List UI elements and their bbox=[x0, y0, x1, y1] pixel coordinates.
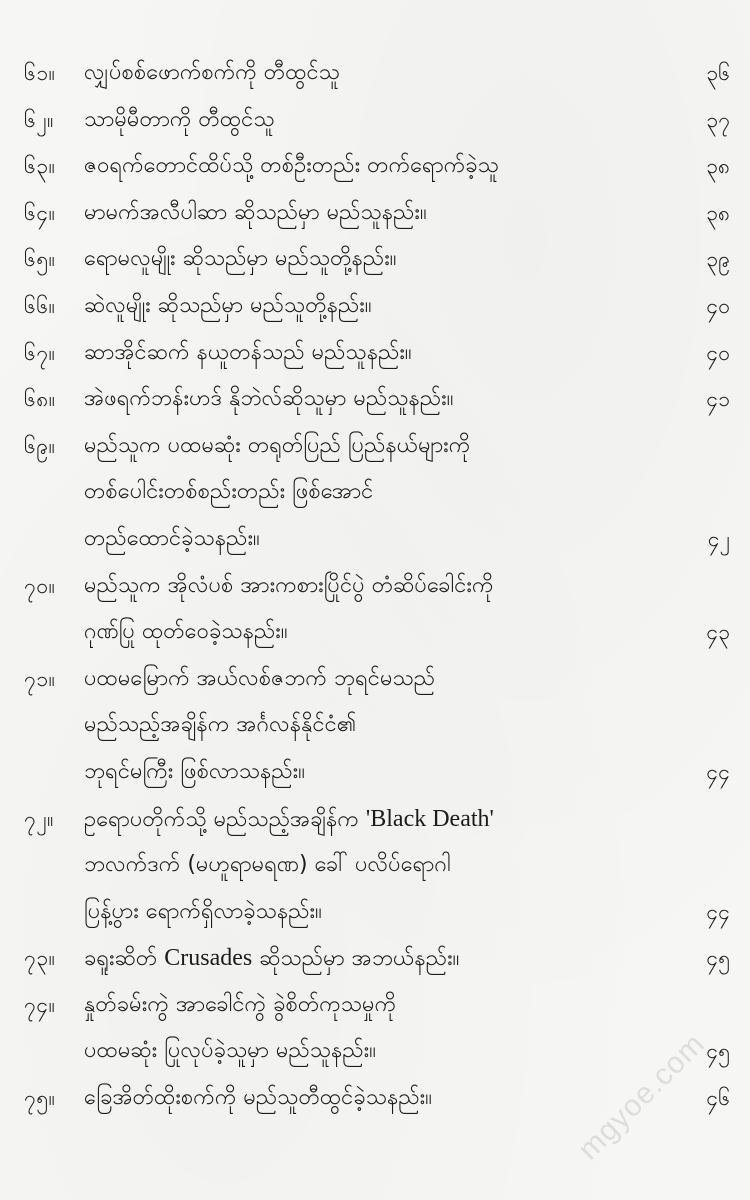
toc-entry bbox=[0, 283, 750, 330]
toc-entry-line bbox=[0, 50, 750, 97]
entry-title: ဆဲလူမျိုး ဆိုသည်မှာ မည်သူတို့နည်း။ bbox=[84, 292, 372, 318]
toc-entry bbox=[0, 796, 750, 936]
toc-entry-line bbox=[0, 376, 750, 423]
page-number: ၄၄ bbox=[706, 759, 730, 784]
entry-title: မည်သည့်အချိန်က အင်္ဂလန်နိုင်ငံ၏ bbox=[84, 712, 357, 738]
toc-entry bbox=[0, 330, 750, 377]
page-number: ၄၁ bbox=[706, 387, 730, 412]
toc-entry bbox=[0, 50, 750, 97]
entry-title: နှုတ်ခမ်းကွဲ အာခေါင်ကွဲ ခွဲစိတ်ကုသမှုကို bbox=[84, 991, 397, 1017]
page-number: ၃၈ bbox=[706, 154, 730, 179]
entry-title: ဘလက်ဒက် (မဟူရာမရဏ) ခေါ် ပလိပ်ရောဂါ bbox=[84, 852, 451, 878]
burmese-text: ခရူးဆိတ် bbox=[84, 946, 165, 972]
toc-entry bbox=[0, 236, 750, 283]
watermark: mgyoe.com bbox=[572, 1026, 712, 1167]
entry-title: တစ်ပေါင်းတစ်စည်းတည်း ဖြစ်အောင် bbox=[84, 479, 374, 505]
page-number: ၄၅ bbox=[706, 1039, 730, 1064]
entry-number: ၆၇။ bbox=[24, 340, 56, 365]
entry-number: ၇၀။ bbox=[24, 573, 56, 598]
entry-title: ဘုရင်မကြီး ဖြစ်လာသနည်း။ bbox=[84, 758, 305, 784]
entry-title: တည်ထောင်ခဲ့သနည်း။ bbox=[84, 525, 260, 551]
toc-entry bbox=[0, 656, 750, 796]
entry-title: အဲဖရက်ဘန်းဟဒ် နိုဘဲလ်ဆိုသူမှာ မည်သူနည်း။ bbox=[84, 386, 454, 412]
toc-entry bbox=[0, 935, 750, 982]
toc-entry bbox=[0, 143, 750, 190]
toc-entry-line bbox=[0, 796, 750, 843]
page-number: ၃၆ bbox=[706, 61, 730, 85]
toc-entry bbox=[0, 563, 750, 656]
toc-entry-line bbox=[0, 889, 750, 936]
toc-entry-line bbox=[0, 982, 750, 1029]
toc-entry-line bbox=[0, 236, 750, 283]
toc-entry bbox=[0, 376, 750, 423]
entry-title: ခြေအိတ်ထိုးစက်ကို မည်သူတီထွင်ခဲ့သနည်း။ bbox=[84, 1085, 432, 1111]
toc-entry-line bbox=[0, 330, 750, 377]
page-number: ၄၆ bbox=[706, 1086, 730, 1111]
table-of-contents bbox=[0, 50, 750, 1122]
toc-entry-line bbox=[0, 842, 750, 889]
toc-entry bbox=[0, 423, 750, 563]
entry-title: သာမိုမီတာကို တီထွင်သူ bbox=[84, 106, 275, 132]
burmese-text: ဆိုသည်မှာ အဘယ်နည်း။ bbox=[252, 946, 460, 972]
page-number: ၄၄ bbox=[706, 899, 730, 924]
entry-number: ၆၆။ bbox=[24, 293, 56, 318]
toc-entry-line bbox=[0, 749, 750, 796]
toc-entry-line bbox=[0, 516, 750, 563]
entry-title: မည်သူက ပထမဆုံး တရုတ်ပြည် ပြည်နယ်များကို bbox=[84, 432, 471, 458]
entry-title: ဂုဏ်ပြု ထုတ်ဝေခဲ့သနည်း။ bbox=[84, 619, 288, 645]
entry-title: ရောမလူမျိုး ဆိုသည်မှာ မည်သူတို့နည်း။ bbox=[84, 246, 397, 272]
latin-term: Crusades bbox=[164, 945, 253, 972]
entry-number: ၆၁။ bbox=[24, 61, 56, 85]
page-number: ၄၂ bbox=[707, 526, 730, 551]
entry-title: လျှပ်စစ်ဖောက်စက်ကို တီထွင်သူ bbox=[84, 60, 340, 85]
toc-entry-line bbox=[0, 656, 750, 703]
toc-entry-line bbox=[0, 563, 750, 610]
entry-number: ၇၅။ bbox=[24, 1086, 56, 1111]
entry-number: ၆၉။ bbox=[24, 433, 56, 458]
page-number: ၃၇ bbox=[706, 107, 730, 132]
entry-number: ၆၅။ bbox=[24, 247, 56, 272]
entry-title: ပထမမြောက် အယ်လစ်ဇဘက် ဘုရင်မသည် bbox=[84, 665, 436, 691]
entry-number: ၆၂။ bbox=[24, 107, 54, 132]
entry-number: ၇၄။ bbox=[24, 992, 56, 1017]
toc-entry-line bbox=[0, 190, 750, 237]
toc-entry-line bbox=[0, 1028, 750, 1075]
page-number: ၃၈ bbox=[706, 200, 730, 225]
entry-number: ၇၃။ bbox=[24, 946, 56, 971]
toc-entry-line bbox=[0, 1075, 750, 1122]
entry-number: ၇၂။ bbox=[24, 806, 54, 831]
page-number: ၄၀ bbox=[706, 340, 730, 365]
toc-entry-line bbox=[0, 283, 750, 330]
toc-entry bbox=[0, 97, 750, 144]
entry-number: ၆၈။ bbox=[24, 387, 56, 412]
toc-entry-line bbox=[0, 702, 750, 749]
entry-title bbox=[84, 935, 459, 983]
entry-title: မာမက်အလီပါဆာ ဆိုသည်မှာ မည်သူနည်း။ bbox=[84, 199, 427, 225]
toc-entry-line bbox=[0, 97, 750, 144]
page-number: ၄၅ bbox=[706, 946, 730, 971]
entry-title bbox=[84, 796, 494, 844]
entry-title: ပထမဆုံး ပြုလုပ်ခဲ့သူမှာ မည်သူနည်း။ bbox=[84, 1038, 376, 1064]
entry-number: ၆၄။ bbox=[24, 200, 56, 225]
entry-title: မည်သူက အိုလံပစ် အားကစားပြိုင်ပွဲ တံဆိပ်ခေါင်းကို bbox=[84, 572, 494, 598]
latin-term: 'Black Death' bbox=[365, 805, 494, 832]
toc-entry-line bbox=[0, 423, 750, 470]
entry-number: ၇၁။ bbox=[24, 666, 56, 691]
toc-entry-line bbox=[0, 143, 750, 190]
entry-number: ၆၃။ bbox=[24, 154, 56, 179]
toc-entry-line bbox=[0, 935, 750, 982]
toc-entry bbox=[0, 190, 750, 237]
page-number: ၃၉ bbox=[706, 247, 730, 272]
entry-title: ဆာအိုင်ဆက် နယူတန်သည် မည်သူနည်း။ bbox=[84, 339, 412, 365]
toc-entry bbox=[0, 1075, 750, 1122]
burmese-text: ဥရောပတိုက်သို့ မည်သည့်အချိန်က bbox=[84, 806, 366, 832]
toc-entry-line bbox=[0, 469, 750, 516]
entry-title: ဇဝရက်တောင်ထိပ်သို့ တစ်ဦးတည်း တက်ရောက်ခဲ့သူ bbox=[84, 153, 499, 179]
entry-title: ပြန့်ပွား ရောက်ရှိလာခဲ့သနည်း။ bbox=[84, 898, 322, 924]
page-number: ၄၀ bbox=[706, 293, 730, 318]
page-number: ၄၃ bbox=[706, 620, 730, 645]
toc-entry-line bbox=[0, 609, 750, 656]
toc-entry bbox=[0, 982, 750, 1075]
